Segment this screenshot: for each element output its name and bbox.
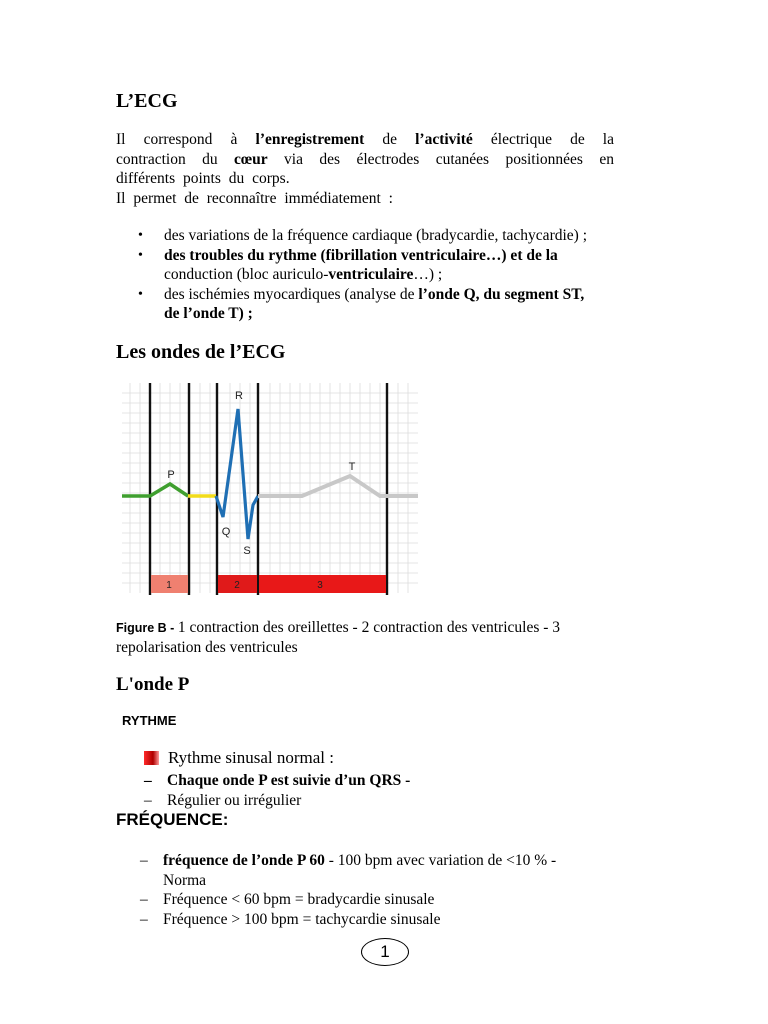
intro-line-4: Il permet de reconnaître immédiatement : [116,189,393,207]
figure-caption: Figure B - 1 contraction des oreillettes - 2 contraction des ventricules - 3 repolarisation des ventricules [116,619,561,656]
list-item: – Fréquence < 60 bpm = bradycardie sinusale [140,890,640,910]
frequence-list [140,851,640,929]
qrs-complex [216,409,258,539]
intro-line-1: Il correspond à l’enregistrement de l’activité électrique de la [116,131,614,148]
figure-caption-label: Figure B - [116,621,178,635]
rythme-list [144,771,644,810]
list-item: – Fréquence > 100 bpm = tachycardie sinusale [140,910,640,930]
segment-3-label: 3 [317,580,323,591]
label-p: P [167,469,175,481]
segment-1-label: 1 [166,580,172,591]
p-wave [122,484,188,496]
title-ecg: L’ECG [116,90,178,112]
list-item: • des variations de la fréquence cardiaque (bradycardie, tachycardie) ; [138,226,678,246]
label-r: R [235,390,243,402]
title-ondes-ecg: Les ondes de l’ECG [116,341,286,363]
intro-line-2: contraction du cœur via des électrodes cutanées positionnées en [116,150,614,168]
title-onde-p: L'onde P [116,674,190,695]
intro-line-3: différents points du corps. [116,170,290,187]
list-item: • des troubles du rythme (fibrillation ventriculaire…) et de la conduction (bloc auriculo-ventriculaire…) ; [138,246,678,285]
label-q: Q [221,526,231,538]
list-item: – Régulier ou irrégulier [144,791,644,811]
list-item: – Chaque onde P est suivie d’un QRS - [144,771,644,791]
rythme-sinusal: Rythme sinusal normal : [144,748,334,768]
intro-paragraph [116,130,614,208]
list-item: – fréquence de l’onde P 60 - 100 bpm avec variation de <10 % - Norma [140,851,640,890]
page-number: 1 [361,938,409,966]
red-square-icon [144,751,159,765]
ecg-waveform-figure [122,383,418,597]
label-s: S [243,545,251,557]
rythme-heading: RYTHME [122,713,177,728]
frequence-heading: FRÉQUENCE: [116,810,229,829]
list-item: • des ischémies myocardiques (analyse de l’onde Q, du segment ST, de l’onde T) ; [138,285,678,324]
segment-2-label: 2 [234,580,240,591]
ecg-uses-list [138,226,678,324]
label-t: T [348,461,356,473]
